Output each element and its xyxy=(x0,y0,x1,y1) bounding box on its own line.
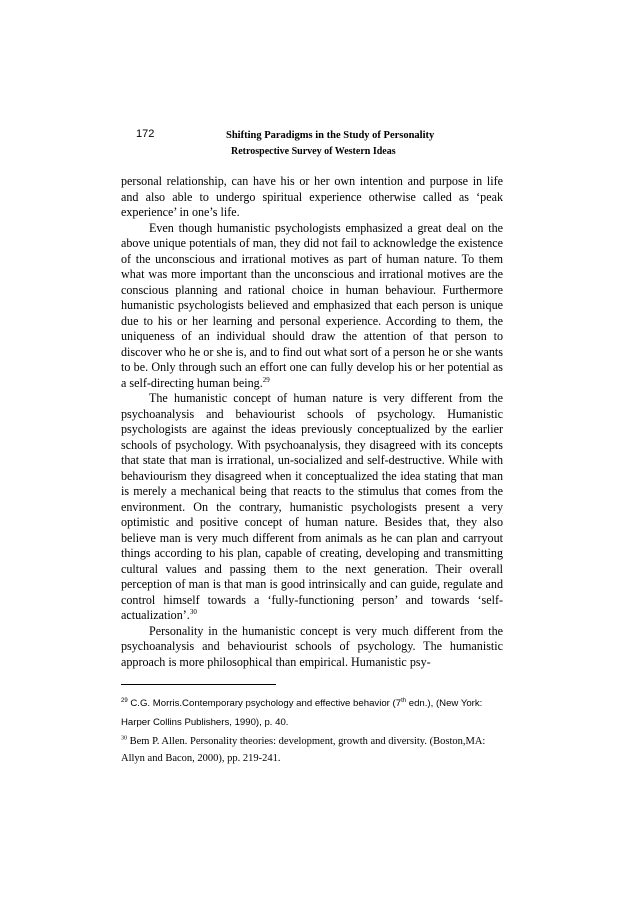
paragraph-1 xyxy=(121,174,503,221)
paragraph-4-text: Personality in the humanistic concept is very much different from the psychoanalysis and behaviourist schools of psychology. The humanistic approach is more philosophical than empirical. Humanistic psy- xyxy=(121,623,503,669)
paragraph-2-text: Even though humanistic psychologists emphasized a great deal on the above unique potentials of man, they did not fail to acknowledge the existence of the unconscious and irrational motives as part of human nature. To them what was more important than the unconscious and irrational motives are the conscious planning and rational choice in human behaviour. Furthermore humanistic psychologists believed and emphasized that each person is unique due to his or her learning and personal experience. According to them, the uniqueness of an individual should draw the attention of that person to discover who he or she is, and to find out what sort of a person he or she wants to be. Only through such an effort one can fully develop his or her potential as a self-directing human being. xyxy=(121,220,503,390)
footnote-ref-29: 29 xyxy=(262,375,270,384)
footnote-29-text-a: C.G. Morris.Contemporary psychology and effective behavior (7 xyxy=(127,698,402,709)
paragraph-3-text: The humanistic concept of human nature is very different from the psychoanalysis and behaviourist schools of psychology. Humanistic psychologists are against the ideas previously conceptualized by the earlier schools of psychology. With psychoanalysis, they disagreed with its concepts that state that man is irrational, un-socialized and self-destructive. While with behaviourism they disagreed when it conceptualized the idea stating that man is merely a mechanical being that reacts to the stimulus that comes from the environment. On the contrary, humanistic psychologists present a very optimistic and positive concept of human nature. Besides that, they also believe man is very much different from animals as he can plan and carryout things according to his plan, capable of creating, developing and transmitting cultural values and passing them to the next generation. Their overall perception of man is that man is good intrinsically and can guide, regulate and control himself towards a ‘fully-functioning person’ and towards ‘self-actualization’. xyxy=(121,391,503,622)
footnote-30-text: Bem P. Allen. Personality theories: development, growth and diversity. (Boston,MA: Allyn and Bacon, 2000), pp. 219-241. xyxy=(121,736,486,764)
footnote-29-superscript: th xyxy=(401,697,407,704)
footnote-30 xyxy=(121,733,511,767)
footnote-ref-30: 30 xyxy=(189,607,197,616)
footnote-29-text-b: edn.), (New York: Harper Collins Publishers, 1990), p. 40. xyxy=(121,698,483,728)
paragraph-2 xyxy=(121,221,503,392)
footnote-29 xyxy=(121,694,511,732)
running-header-title: Shifting Paradigms in the Study of Personality xyxy=(226,130,435,141)
footnotes xyxy=(121,694,511,767)
footnote-separator xyxy=(121,684,276,685)
paragraph-1-text: personal relationship, can have his or her own intention and purpose in life and also able to undergo spiritual experience otherwise called as ‘peak experience’ in one’s life. xyxy=(121,174,503,219)
paragraph-4 xyxy=(121,624,503,671)
page-number: 172 xyxy=(136,128,155,140)
running-header xyxy=(220,128,460,160)
footnote-29-number: 29 xyxy=(121,697,128,704)
paragraph-3 xyxy=(121,391,503,624)
body-text xyxy=(121,174,503,670)
running-header-subtitle: Retrospective Survey of Western Ideas xyxy=(231,146,396,157)
footnote-30-number: 30 xyxy=(121,735,127,742)
